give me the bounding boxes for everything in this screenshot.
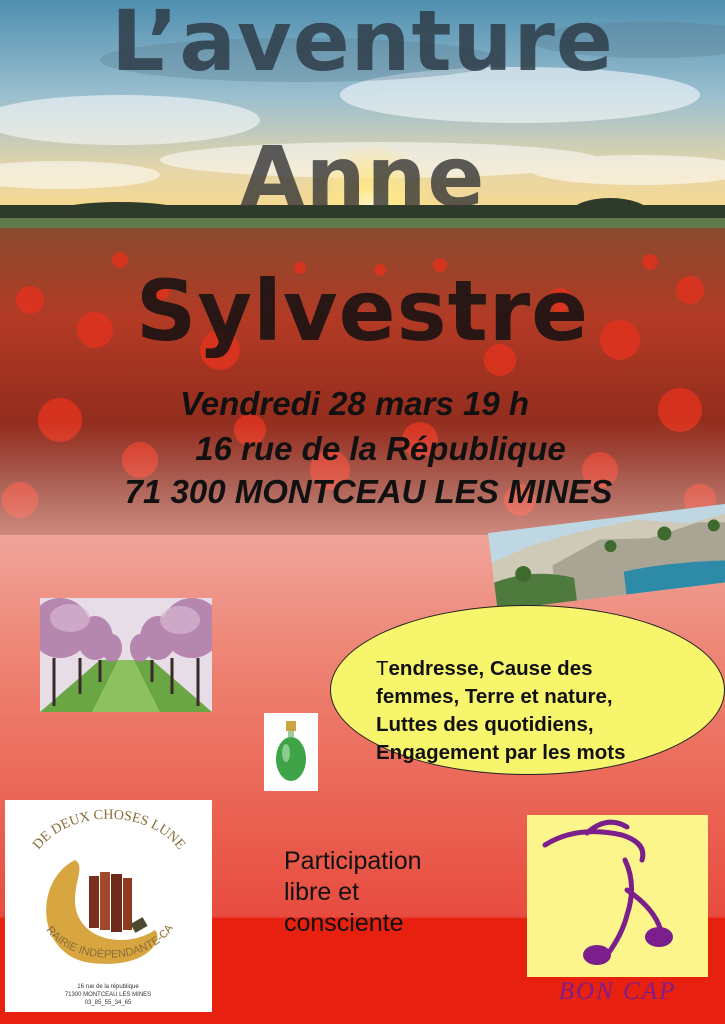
title-line-2: Anne xyxy=(239,128,486,226)
librairie-phone: 03_85_55_34_65 xyxy=(84,1000,132,1006)
title-line-1: L’aventure xyxy=(111,0,614,90)
themes-line: femmes, Terre et nature, xyxy=(376,685,613,708)
books-icon xyxy=(89,872,148,933)
themes-line: Luttes des quotidiens, xyxy=(376,713,594,736)
librairie-subtitle: RAIRIE INDÉPENDANTE-CA xyxy=(43,922,176,961)
participation-line: libre et xyxy=(284,878,360,906)
moon-books-logo xyxy=(5,800,212,1012)
librairie-name-arc: DE DEUX CHOSES LUNE xyxy=(30,807,188,853)
event-city: 71 300 MONTCEAU LES MINES xyxy=(124,473,613,510)
boncap-label: BON CAP xyxy=(558,978,677,1005)
participation-text xyxy=(284,846,484,939)
librairie-address-2: 71300 MONTCEAU LES MINES xyxy=(64,992,152,998)
participation-line: consciente xyxy=(284,909,404,937)
themes-line: Engagement par les mots xyxy=(376,741,626,764)
librairie-address-1: 16 rue de la république xyxy=(77,984,139,990)
themes-line: Tendresse, Cause des xyxy=(376,657,593,680)
participation-line: Participation xyxy=(284,847,422,875)
themes-text xyxy=(376,655,676,767)
perfume-bottle-image xyxy=(264,713,318,791)
librairie-logo xyxy=(5,800,212,1012)
boncap-logo xyxy=(527,815,708,977)
event-street: 16 rue de la République xyxy=(195,430,566,467)
boncap-figure-icon xyxy=(527,815,708,977)
cherry-blossom-alley-photo xyxy=(40,598,212,712)
event-date: Vendredi 28 mars 19 h xyxy=(179,385,530,422)
title-line-3: Sylvestre xyxy=(135,262,590,360)
